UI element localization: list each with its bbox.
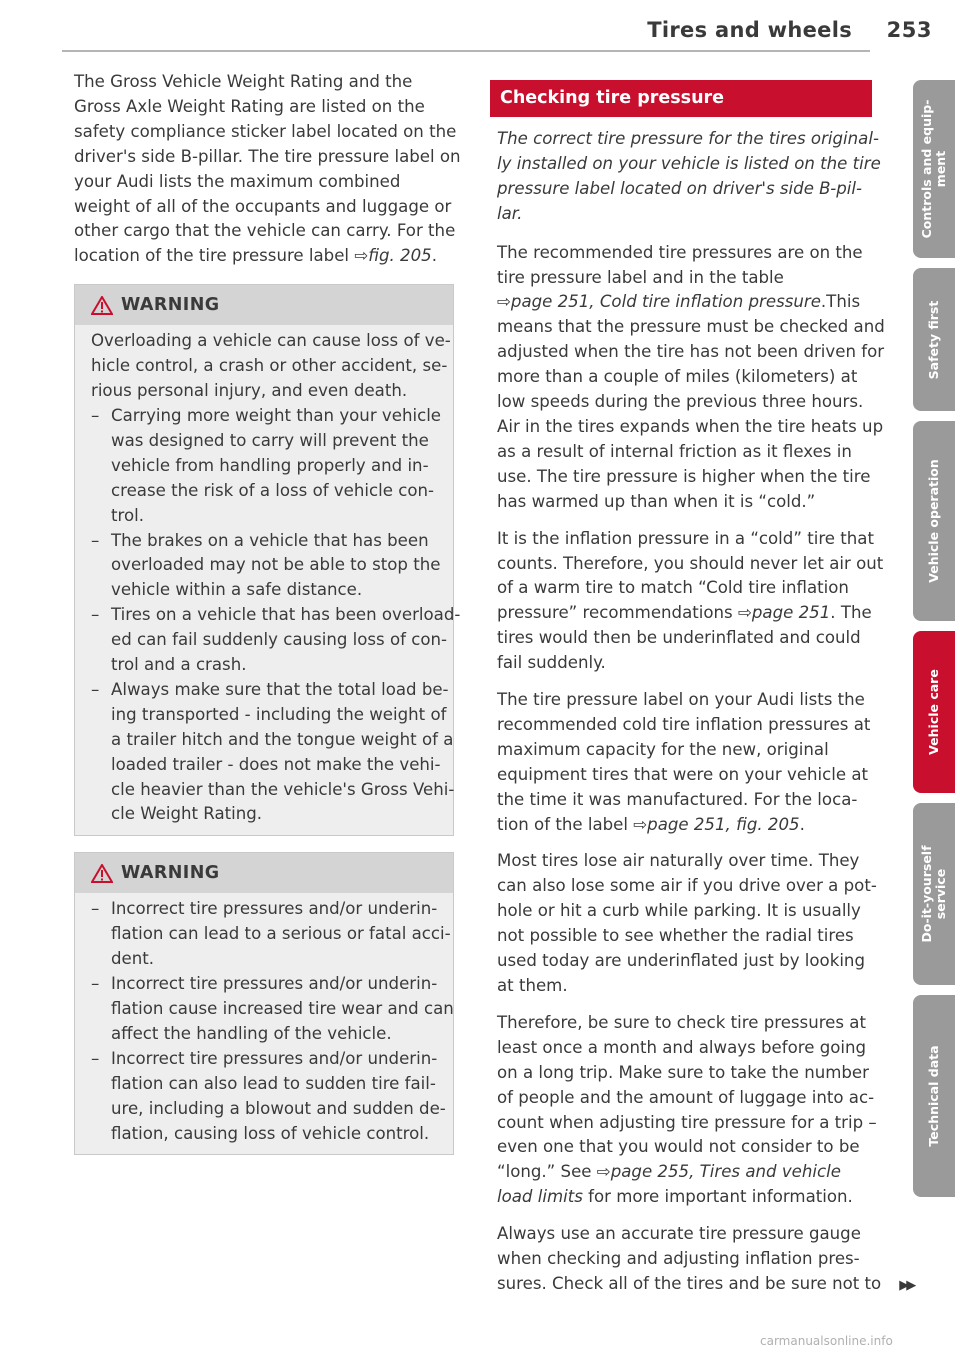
arrow-right-icon: ⇨ <box>596 1162 611 1182</box>
arrow-right-icon: ⇨ <box>633 814 648 834</box>
xref-link[interactable]: page 251 <box>751 603 831 623</box>
warning-list <box>91 404 461 827</box>
xref-link[interactable]: page 251, Cold tire inflation pressure <box>510 292 821 312</box>
arrow-right-icon: ⇨ <box>497 292 511 312</box>
watermark: carmanualsonline.info <box>760 1334 893 1348</box>
side-tab-vehicle-operation[interactable] <box>913 421 955 621</box>
intro-paragraph: The Gross Vehicle Weight Rating and the Gross Axle Weight Rating are listed on the safety compliance sticker label located on the driver's side B-pillar. The tire pressure label on your Audi lists the maximum combined weight of all of the occupants and luggage or other cargo that the vehicle can carry. For the location of the tire pressure label ⇨fig. 205. <box>74 72 461 266</box>
intro-paragraph: The correct tire pressure for the tires original- ly installed on your vehicle is listed on the tire pressure label located on driver's side B-pil- lar. <box>497 129 881 223</box>
arrow-right-icon: ⇨ <box>354 246 369 266</box>
right-column <box>497 70 914 1311</box>
continue-arrow-icon: ▶▶ <box>899 1277 914 1293</box>
page-number: 253 <box>886 18 932 42</box>
list-item: – Carrying more weight than your vehicle was designed to carry will prevent the vehicle from handling properly and in- crease the risk of a loss of vehicle con- trol. <box>91 404 441 529</box>
side-tab-label: Vehicle operation <box>926 459 941 583</box>
xref-link[interactable]: load limits <box>497 1187 583 1207</box>
warning-list <box>91 897 454 1146</box>
warning-header <box>75 285 453 325</box>
xref-link[interactable]: page 255, Tires and vehicle <box>610 1162 841 1182</box>
paragraph: The tire pressure label on your Audi lists the recommended cold tire inflation pressures at maximum capacity for the new, original equipment tires that were on your vehicle at the time it was manufactured. For the loca- tion of the label ⇨page 251, fig. 205. <box>497 690 871 834</box>
side-tab-vehicle-care[interactable] <box>913 631 955 793</box>
warning-label: WARNING <box>121 862 220 883</box>
side-tab-label: Safety first <box>926 300 941 379</box>
header-rule <box>62 50 870 52</box>
section-heading: Checking tire pressure <box>490 80 872 117</box>
side-tab-label: Controls and equip- ment <box>919 99 948 239</box>
side-tab-label: Vehicle care <box>926 669 941 755</box>
list-item: – Incorrect tire pressures and/or underin- flation can lead to a serious or fatal acci- dent. <box>91 897 441 972</box>
side-tab-technical-data[interactable] <box>913 995 955 1197</box>
section-title: Tires and wheels <box>647 18 852 42</box>
list-item: – Always make sure that the total load be- ing transported - including the weight of a trailer hitch and the tongue weight of a loaded trailer - does not make the vehi- cle heavier than the vehicle's Gross Vehi- cle Weight Rating. <box>91 678 441 827</box>
paragraph: Most tires lose air naturally over time. They can also lose some air if you drive over a pot- hole or hit a curb while parking. It is usually not possible to see whether the radial tires used today are underinflated just by looking at them. <box>497 851 877 995</box>
list-item: – The brakes on a vehicle that has been overloaded may not be able to stop the vehicle within a safe distance. <box>91 529 441 604</box>
paragraph: Therefore, be sure to check tire pressures at least once a month and always before going on a long trip. Make sure to take the number of people and the amount of luggage into ac- count when adjusting tire pressure for a trip – even one that you would not consider to be “long.” See ⇨page 255, Tires and vehicle load limits for more important information. <box>497 1012 877 1207</box>
left-column <box>74 70 461 1171</box>
paragraph: Always use an accurate tire pressure gauge when checking and adjusting inflation pres- sures. Check all of the tires and be sure not to ▶▶ <box>497 1222 872 1299</box>
xref-link[interactable]: fig. 205 <box>368 246 432 266</box>
warning-box <box>74 852 454 1155</box>
warning-header <box>75 853 453 893</box>
side-tab-controls[interactable] <box>913 80 955 258</box>
paragraph: It is the inflation pressure in a “cold” tire that counts. Therefore, you should never let air out of a warm tire to match “Cold tire inflation pressure” recommendations ⇨page 251. The tires would then be underinflated and could fail suddenly. <box>497 528 884 673</box>
arrow-right-icon: ⇨ <box>737 603 752 623</box>
paragraph: The recommended tire pressures are on the tire pressure label and in the table ⇨page 251, Cold tire inflation pressure.This means that the pressure must be checked and adjusted when the tire has not been driven for more than a couple of miles (kilometers) at low speeds during the previous three hours. Air in the tires expands when the tire heats up as a result of internal friction as it flexes in use. The tire pressure is higher when the tire has warmed up than when it is “cold.” <box>497 242 885 511</box>
list-item: – Tires on a vehicle that has been overload- ed can fail suddenly causing loss of con- trol and a crash. <box>91 603 441 678</box>
warning-triangle-icon <box>91 296 113 315</box>
side-tab-safety[interactable] <box>913 268 955 411</box>
side-tab-label: Do-it-yourself service <box>919 845 948 943</box>
warning-body <box>75 893 453 1154</box>
xref-link[interactable]: page 251, fig. 205 <box>647 814 800 834</box>
side-tab-label: Technical data <box>926 1045 941 1147</box>
warning-label: WARNING <box>121 294 220 315</box>
warning-box <box>74 284 461 836</box>
warning-body: Overloading a vehicle can cause loss of ve- hicle control, a crash or other accident, se- rious personal injury, and even death. – Carrying more weight than your vehicle was designed to carry will prevent the vehicle from handling properly and in- crease the risk of a loss of vehicle con- trol. – The brakes on a vehicle that has been overloaded may not be able to stop the vehicle within a safe distance. – Tires on a vehicle that has been overload- ed can fail suddenly causing loss of con- trol and a crash. – Always make sure that the total load be- ing transported - including the weight of a trailer hitch and the tongue weight of a loaded trailer - does not make the vehi- cle heavier than the vehicle's Gross Vehi- cle Weight Rating. <box>75 325 453 835</box>
side-tab-diy-service[interactable] <box>913 803 955 985</box>
warning-triangle-icon <box>91 864 113 883</box>
list-item: – Incorrect tire pressures and/or underin- flation can also lead to sudden tire fail- ure, including a blowout and sudden de- flation, causing loss of vehicle control. <box>91 1047 441 1147</box>
list-item: – Incorrect tire pressures and/or underin- flation cause increased tire wear and can affect the handling of the vehicle. <box>91 972 441 1047</box>
